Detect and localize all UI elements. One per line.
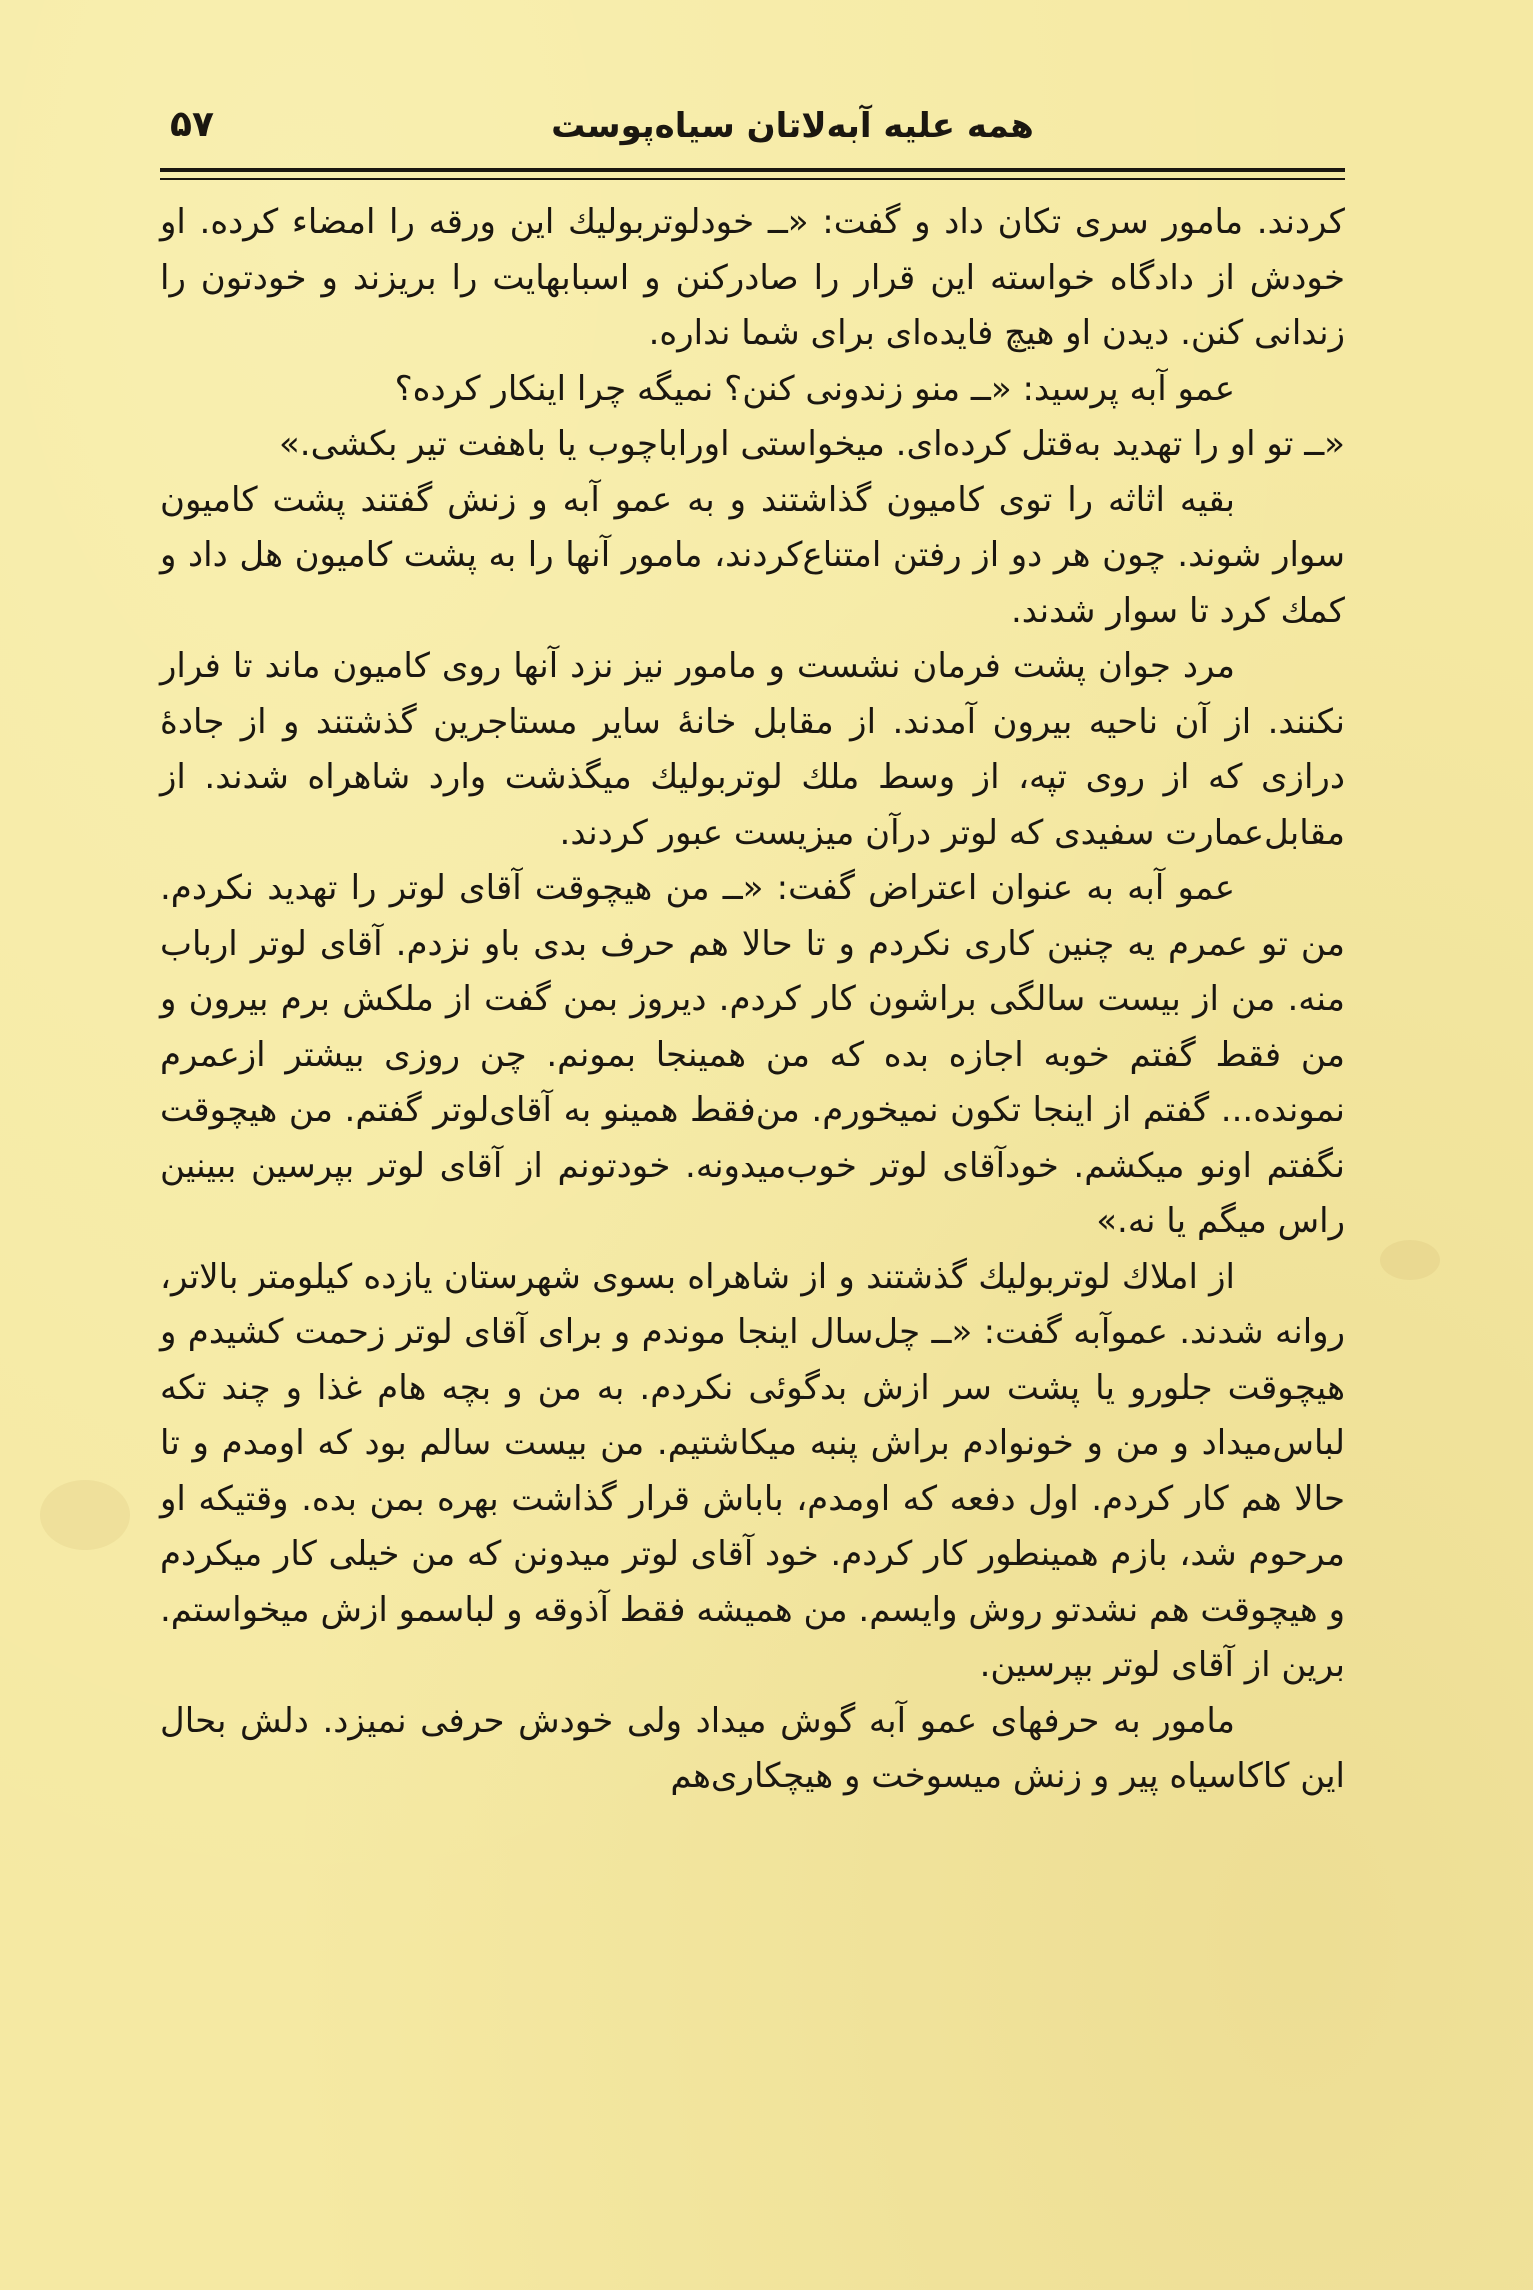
paragraph: مرد جوان پشت فرمان نشست و مامور نیز نزد آنها روی کامیون ماند تا فرار نکنند. از آن ناحیه بیرون آمدند. از مقابل خانهٔ سایر مستاجرین گذشتند و از جادهٔ درازی که از روی تپه، از وسط ملك لوتربولیك میگذشت وارد شاهراه شدند. از مقابل‌عمارت سفیدی که لوتر درآن میزیست عبور کردند.	[160, 646, 1345, 853]
paper-stain	[40, 1480, 130, 1550]
paragraph: مامور به حرفهای عمو آبه گوش میداد ولی خودش حرفی نمیزد. دلش بحال این کاکاسیاه پیر و زنش میسوخت و هیچکاری‌هم	[160, 1700, 1345, 1796]
paragraph: «ــ تو او را تهدید به‌قتل کرده‌ای. میخواستی اوراباچوب یا باهفت تیر بکشی.»	[278, 424, 1345, 464]
paragraph: بقیه اثاثه را توی کامیون گذاشتند و به عمو آبه و زنش گفتند پشت کامیون سوار شوند. چون هر دو از رفتن امتناع‌کردند، مامور آنها را به پشت کامیون هل داد و کمك کرد تا سوار شدند.	[160, 479, 1345, 631]
page-number: ۵۷	[170, 104, 214, 145]
page-header	[160, 100, 1345, 160]
paper-stain	[1380, 1240, 1440, 1280]
header-rule-thick	[160, 168, 1345, 172]
paragraph: از املاك لوتربولیك گذشتند و از شاهراه بسوی شهرستان یازده کیلومتر بالاتر، روانه شدند. عموآبه گفت: «ــ چل‌سال اینجا موندم و برای آقای لوتر زحمت کشیدم و هیچوقت جلورو یا پشت سر ازش بدگوئی نکردم. به من و بچه هام غذا و چند تکه لباس‌میداد و من و خونوادم براش پنبه میکاشتیم. من بیست سالم بود که اومدم و تا حالا هم کار کردم. اول دفعه که اومدم، باباش قرار گذاشت بهره بمن بده. وقتیکه او مرحوم شد، بازم همینطور کار کردم. خود آقای لوتر میدونن که من خیلی کار میکردم و هیچوقت هم نشدتو روش وایسم. من همیشه فقط آذوقه و لباسمو ازش میخواستم. برین از آقای لوتر بپرسین.	[160, 1256, 1345, 1685]
paragraph: کردند. مامور سری تکان داد و گفت: «ــ خودلوتربولیك این ورقه را امضاء کرده. او خودش از دادگاه خواسته این قرار را صادرکنن و اسبابهایت را بریزند و خودتون را زندانی کنن. دیدن او هیچ فایده‌ای برای شما نداره.	[160, 202, 1345, 353]
paragraph: عمو آبه پرسید: «ــ منو زندونی کنن؟ نمیگه چرا اینکار کرده؟	[394, 368, 1235, 409]
running-title: همه علیه آبه‌لاتان سیاه‌پوست	[551, 106, 1034, 146]
paragraph: عمو آبه به عنوان اعتراض گفت: «ــ من هیچوقت آقای لوتر را تهدید نکردم. من تو عمرم یه چنین کاری نکردم و تا حالا هم حرف بدی باو نزدم. آقای لوتر ارباب منه. من از بیست سالگی براشون کار کردم. دیروز بمن گفت از ملکش برم بیرون و من فقط گفتم خوبه اجازه بده که من همینجا بمونم. چن روزی بیشتر ازعمرم نمونده... گفتم از اینجا تکون نمیخورم. من‌فقط همینو به آقای‌لوتر گفتم. من هیچوقت نگفتم اونو میکشم. خودآقای لوتر خوب‌میدونه. خودتونم از آقای لوتر بپرسین ببینین راس میگم یا نه.»	[160, 868, 1345, 1241]
body-text	[160, 195, 1345, 1805]
header-rule-thin	[160, 178, 1345, 180]
